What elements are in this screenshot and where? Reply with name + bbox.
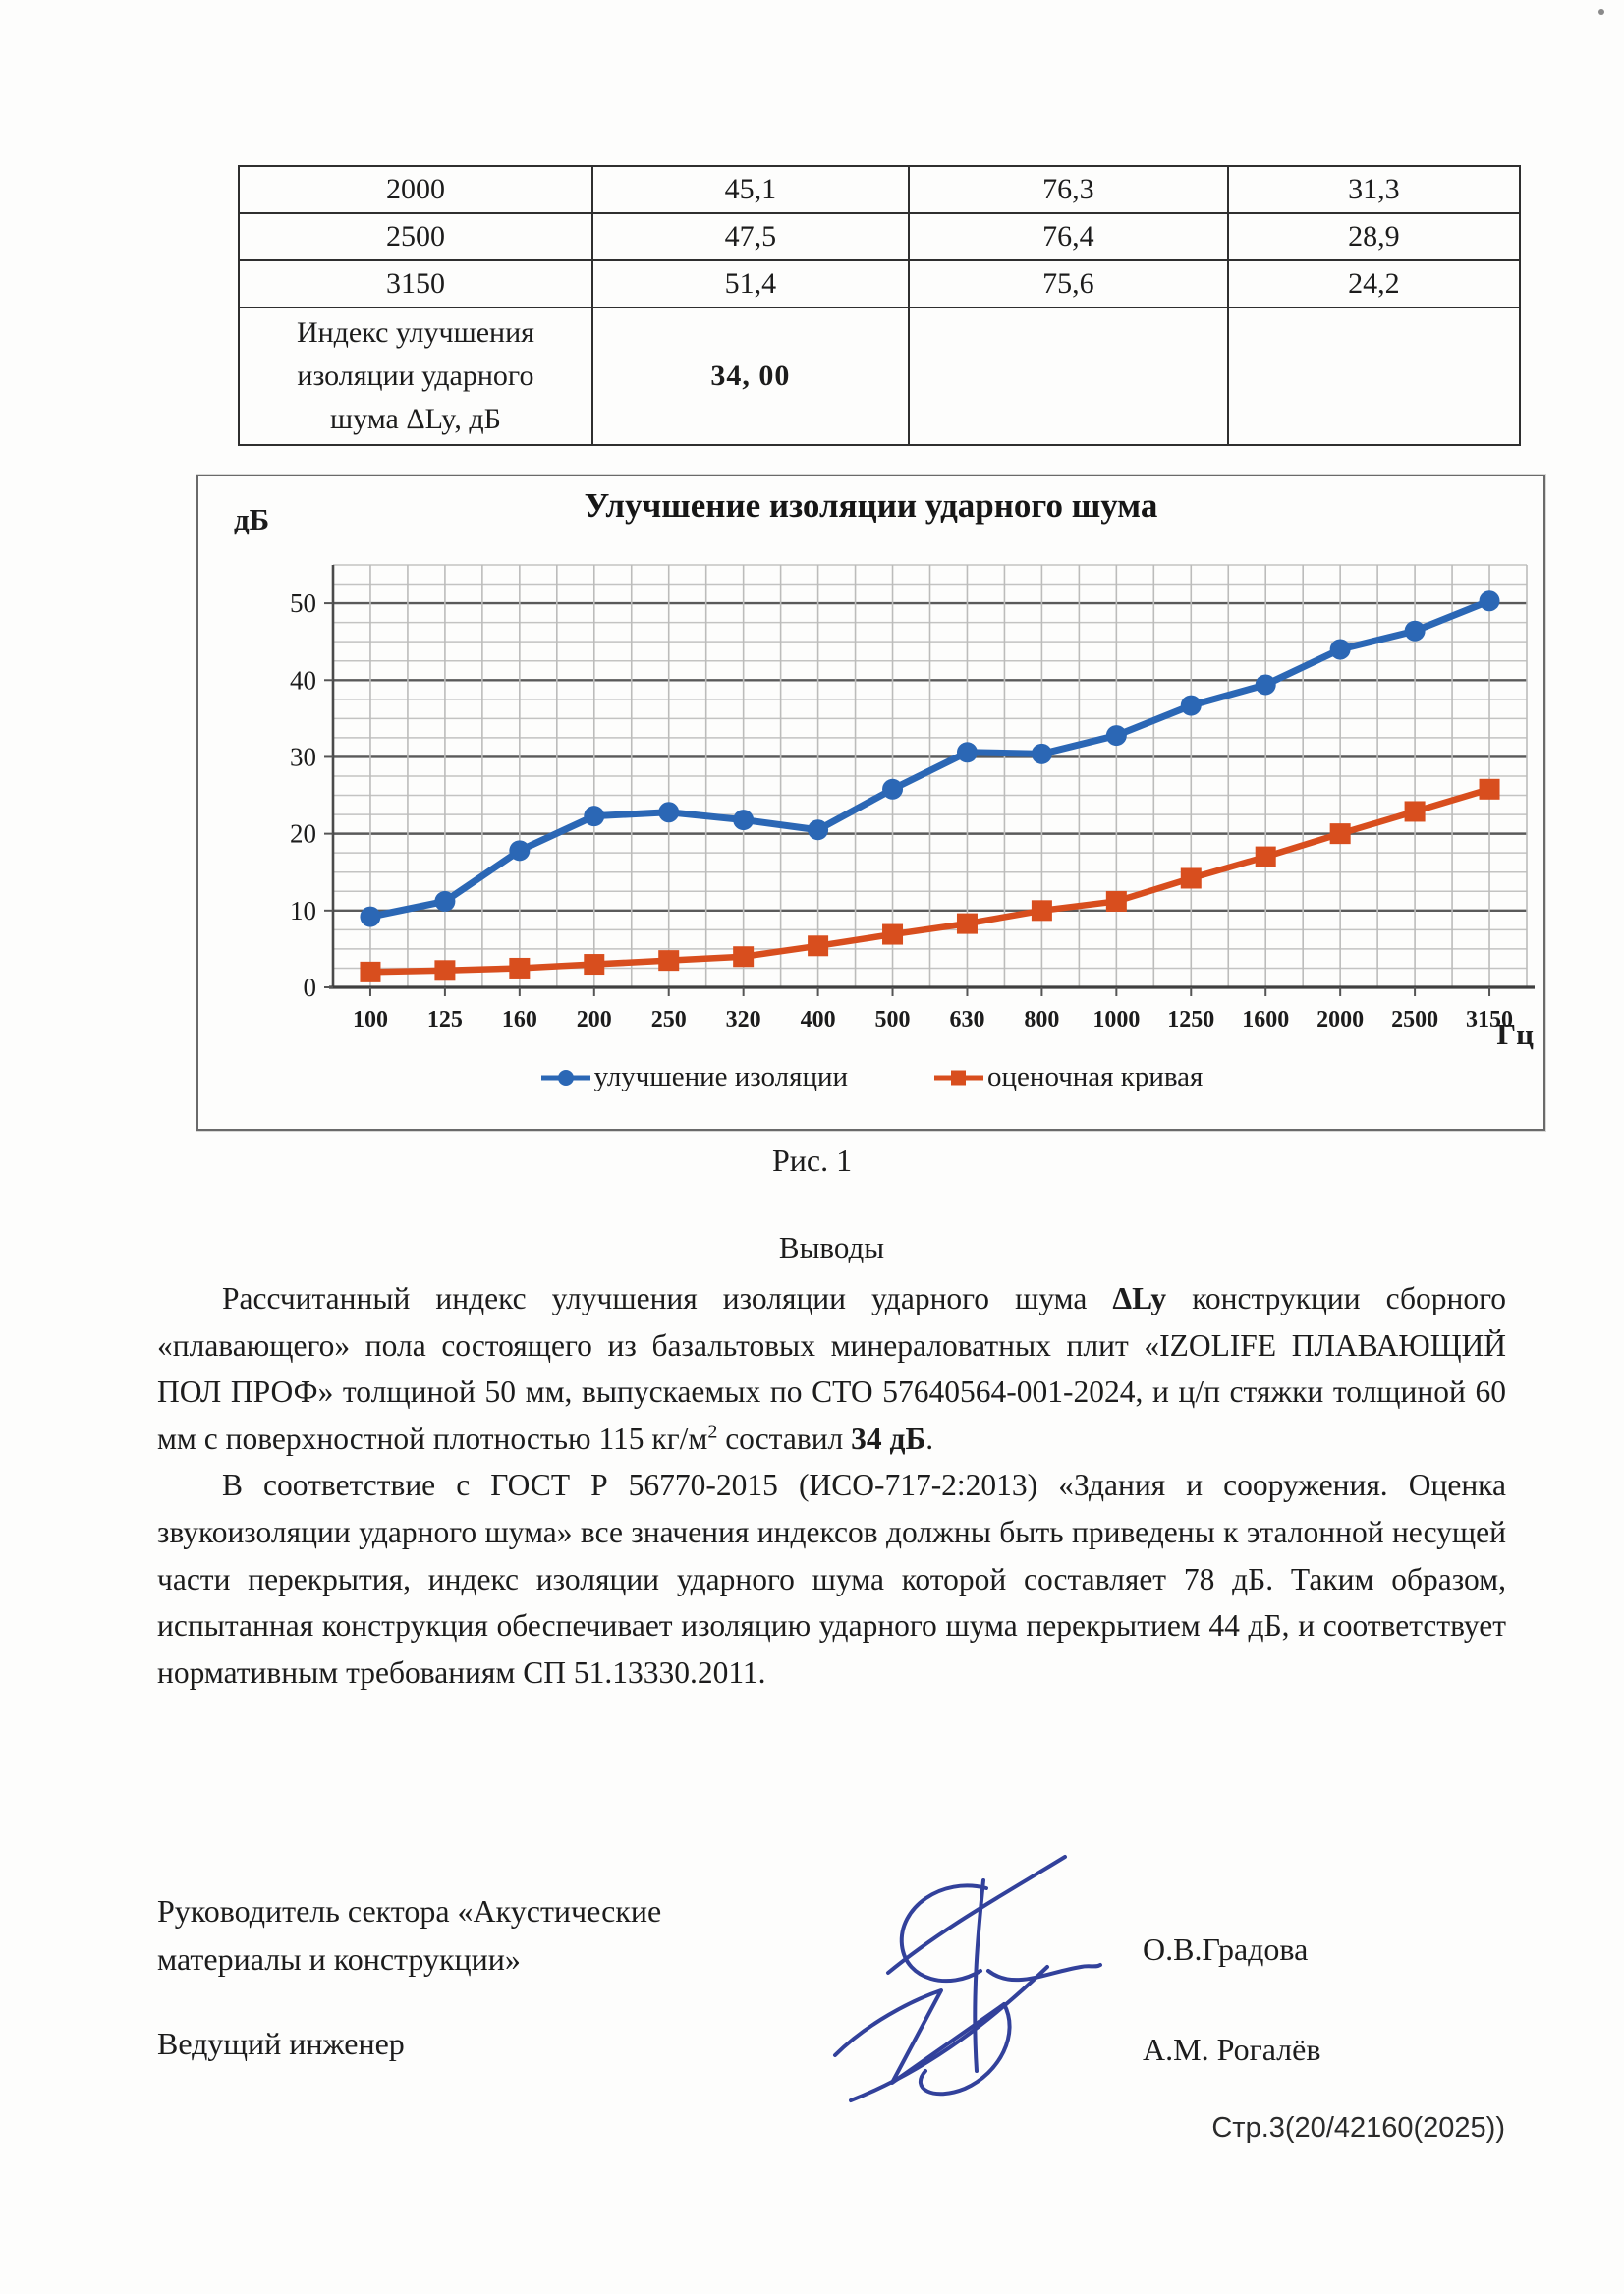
table-row [239, 260, 1520, 308]
table-cell: 76,3 [909, 166, 1228, 213]
table-cell [1228, 308, 1520, 445]
impact-noise-table [238, 165, 1521, 446]
signature-role-1: Руководитель сектора «Акустические материалы и конструкции» [157, 1893, 662, 1977]
svg-text:400: 400 [800, 1007, 836, 1033]
svg-text:1000: 1000 [1092, 1007, 1141, 1033]
table-row [239, 213, 1520, 260]
index-row [239, 308, 1520, 445]
handwritten-signatures [794, 1847, 1138, 2122]
conclusions-section [157, 1230, 1506, 1696]
figure-caption: Рис. 1 [771, 1143, 853, 1178]
line-chart [198, 476, 1543, 1129]
conclusions-heading: Выводы [778, 1230, 885, 1264]
y-axis-unit-label: дБ [234, 502, 270, 536]
svg-text:30: 30 [290, 742, 316, 772]
svg-text:160: 160 [501, 1007, 537, 1033]
svg-text:200: 200 [576, 1007, 612, 1033]
signature-name-1: О.В.Градова [1143, 1931, 1309, 1967]
table-cell: 28,9 [1228, 213, 1520, 260]
svg-text:1250: 1250 [1167, 1007, 1215, 1033]
svg-text:3150: 3150 [1466, 1007, 1514, 1033]
svg-text:320: 320 [725, 1007, 761, 1033]
svg-text:630: 630 [949, 1007, 985, 1033]
table-cell: 76,4 [909, 213, 1228, 260]
legend-item [932, 1061, 1203, 1093]
legend-label: улучшение изоляции [593, 1061, 849, 1092]
table-cell: 31,3 [1228, 166, 1520, 213]
svg-text:2000: 2000 [1316, 1007, 1365, 1033]
table-row [239, 166, 1520, 213]
table-cell: 47,5 [592, 213, 909, 260]
signature-name-2: А.М. Рогалёв [1143, 2032, 1321, 2067]
svg-text:10: 10 [290, 895, 316, 925]
table-cell: 45,1 [592, 166, 909, 213]
legend-label: оценочная кривая [987, 1061, 1204, 1092]
svg-text:125: 125 [426, 1007, 463, 1033]
signature-role-2: Ведущий инженер [157, 2026, 405, 2061]
x-axis-unit-label: Гц [1496, 1017, 1534, 1051]
conclusion-paragraph-2: В соответствие с ГОСТ Р 56770-2015 (ИСО-717-2:2013) «Здания и сооружения. Оценка звукоизоляции ударного шума» все значения индексов должны быть приведены к эталонной несущей части перекрытия, индекс изоляции ударного шума которой составляет 78 дБ. Таким образом, испытанная конструкция обеспечивает изоляцию ударного шума перекрытием 44 дБ, и соответствует нормативным требованиям СП 51.13330.2011. [157, 1468, 1506, 1690]
svg-text:1600: 1600 [1242, 1007, 1290, 1033]
chart-title: Улучшение изоляции ударного шума [584, 486, 1158, 525]
svg-text:50: 50 [290, 588, 316, 619]
chart-legend [198, 1061, 1543, 1093]
table-cell: 51,4 [592, 260, 909, 308]
table-cell: 34, 00 [592, 308, 909, 445]
svg-text:500: 500 [874, 1007, 911, 1033]
svg-text:2500: 2500 [1391, 1007, 1439, 1033]
legend-item [539, 1061, 848, 1093]
page-number-footer: Стр.3(20/42160(2025)) [1211, 2112, 1505, 2144]
figure-frame [196, 475, 1545, 1131]
square-marker-icon [932, 1069, 985, 1087]
table-cell [909, 308, 1228, 445]
table-cell: 2000 [239, 166, 592, 213]
svg-text:250: 250 [650, 1007, 687, 1033]
table-cell: 2500 [239, 213, 592, 260]
conclusion-paragraph-1: Рассчитанный индекс улучшения изоляции ударного шума ΔLy конструкции сборного «плавающего» пола состоящего из базальтовых минераловатных плит «IZOLIFE ПЛАВАЮЩИЙ ПОЛ ПРОФ» толщиной 50 мм, выпускаемых по СТО 57640564-001-2024, и ц/п стяжки толщиной 60 мм с поверхностной плотностью 115 $кг/м^2$ составил 34 дБ. [157, 1281, 1506, 1456]
svg-text:800: 800 [1024, 1007, 1060, 1033]
table-cell: 24,2 [1228, 260, 1520, 308]
svg-text:100: 100 [352, 1007, 388, 1033]
impact-noise-table-body [239, 166, 1520, 445]
table-cell: 3150 [239, 260, 592, 308]
svg-text:20: 20 [290, 818, 316, 849]
circle-marker-icon [539, 1069, 592, 1087]
scan-speck [1598, 9, 1604, 15]
svg-text:0: 0 [303, 973, 316, 1002]
svg-text:40: 40 [290, 665, 316, 696]
table-cell: Индекс улучшения изоляции ударного шума ΔLy, дБ [239, 308, 592, 445]
table-cell: 75,6 [909, 260, 1228, 308]
